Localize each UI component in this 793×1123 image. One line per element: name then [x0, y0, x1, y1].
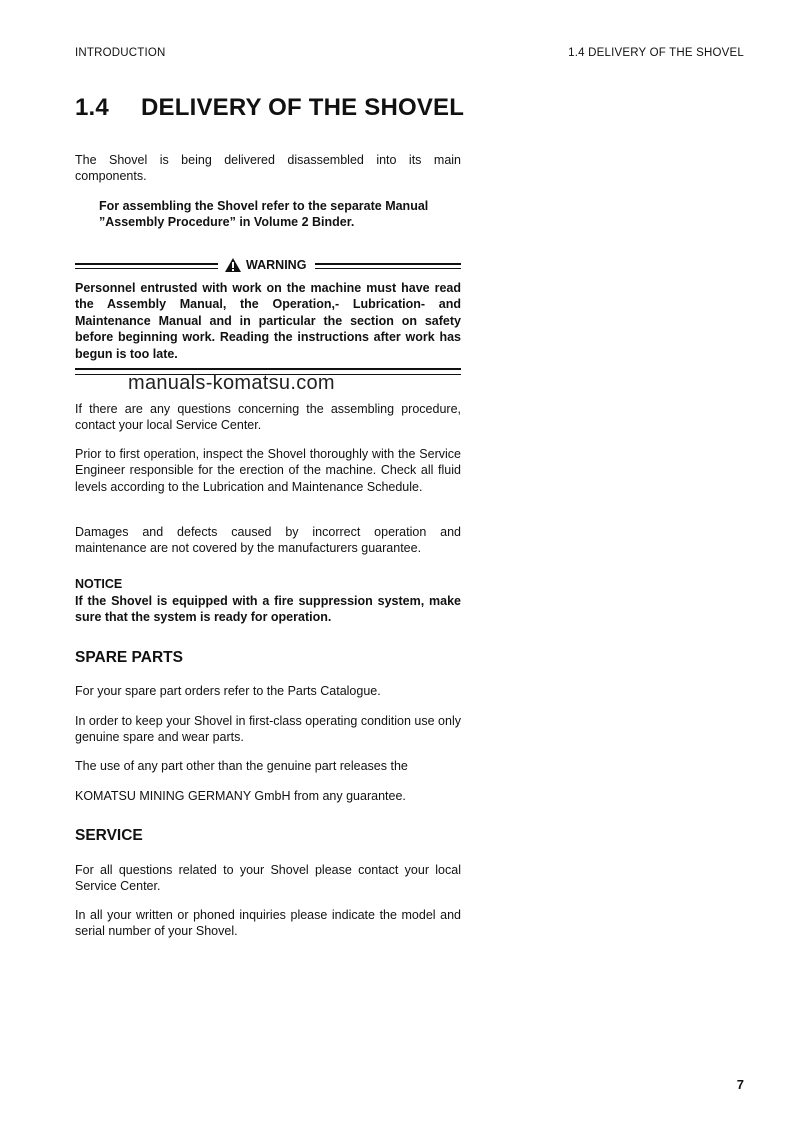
page-number: 7: [736, 1077, 744, 1092]
service-heading: SERVICE: [75, 827, 143, 844]
running-header-chapter: 1.4 DELIVERY OF THE SHOVEL: [568, 47, 744, 59]
spare-parts-paragraph-1: For your spare part orders refer to the Parts Catalogue.: [75, 684, 381, 698]
warning-rule-left-thin: [75, 268, 218, 269]
paragraph-first-operation: Prior to first operation, inspect the Shovel thoroughly with the Service Engineer responsible for the erection of the machine. Check all fluid levels according to the Lubrication and Maintenance Schedule.: [75, 447, 461, 494]
warning-bottom-rule: [75, 368, 461, 370]
notice-label: NOTICE: [75, 577, 123, 591]
warning-header: [75, 256, 461, 276]
warning-rule-right: [315, 263, 461, 265]
service-paragraph-2: In all your written or phoned inquiries please indicate the model and serial number of your Shovel.: [75, 908, 461, 939]
paragraph-damages: Damages and defects caused by incorrect operation and maintenance are not covered by the manufacturers guarantee.: [75, 525, 461, 556]
section-number: 1.4: [75, 94, 109, 121]
watermark-text: manuals-komatsu.com: [128, 372, 335, 394]
running-header-section: INTRODUCTION: [75, 47, 166, 59]
page-title: [75, 94, 464, 122]
spare-parts-paragraph-4: KOMATSU MINING GERMANY GmbH from any guarantee.: [75, 789, 406, 803]
spare-parts-paragraph-3: The use of any part other than the genuine part releases the: [75, 759, 408, 773]
warning-text: Personnel entrusted with work on the machine must have read the Assembly Manual, the Operation,- Lubrication- and Maintenance Manual and in particular the section on safety before beginning work. Reading the instructions after work has begun is too late.: [75, 281, 461, 361]
warning-label-text: WARNING: [246, 258, 307, 272]
section-title: DELIVERY OF THE SHOVEL: [141, 94, 465, 121]
warning-triangle-icon: [224, 257, 242, 273]
spare-parts-heading: SPARE PARTS: [75, 649, 183, 666]
warning-label: [224, 257, 306, 273]
warning-rule-right-thin: [315, 268, 461, 269]
warning-rule-left: [75, 263, 218, 265]
assembly-note: For assembling the Shovel refer to the separate Manual ”Assembly Procedure” in Volume 2 Binder.: [99, 199, 429, 230]
service-paragraph-1: For all questions related to your Shovel please contact your local Service Center.: [75, 863, 461, 894]
notice-text: If the Shovel is equipped with a fire suppression system, make sure that the system is ready for operation.: [75, 594, 461, 625]
spare-parts-paragraph-2: In order to keep your Shovel in first-class operating condition use only genuine spare and wear parts.: [75, 714, 461, 745]
paragraph-questions: If there are any questions concerning the assembling procedure, contact your local Service Center.: [75, 402, 461, 433]
intro-paragraph: The Shovel is being delivered disassembled into its main components.: [75, 153, 461, 184]
